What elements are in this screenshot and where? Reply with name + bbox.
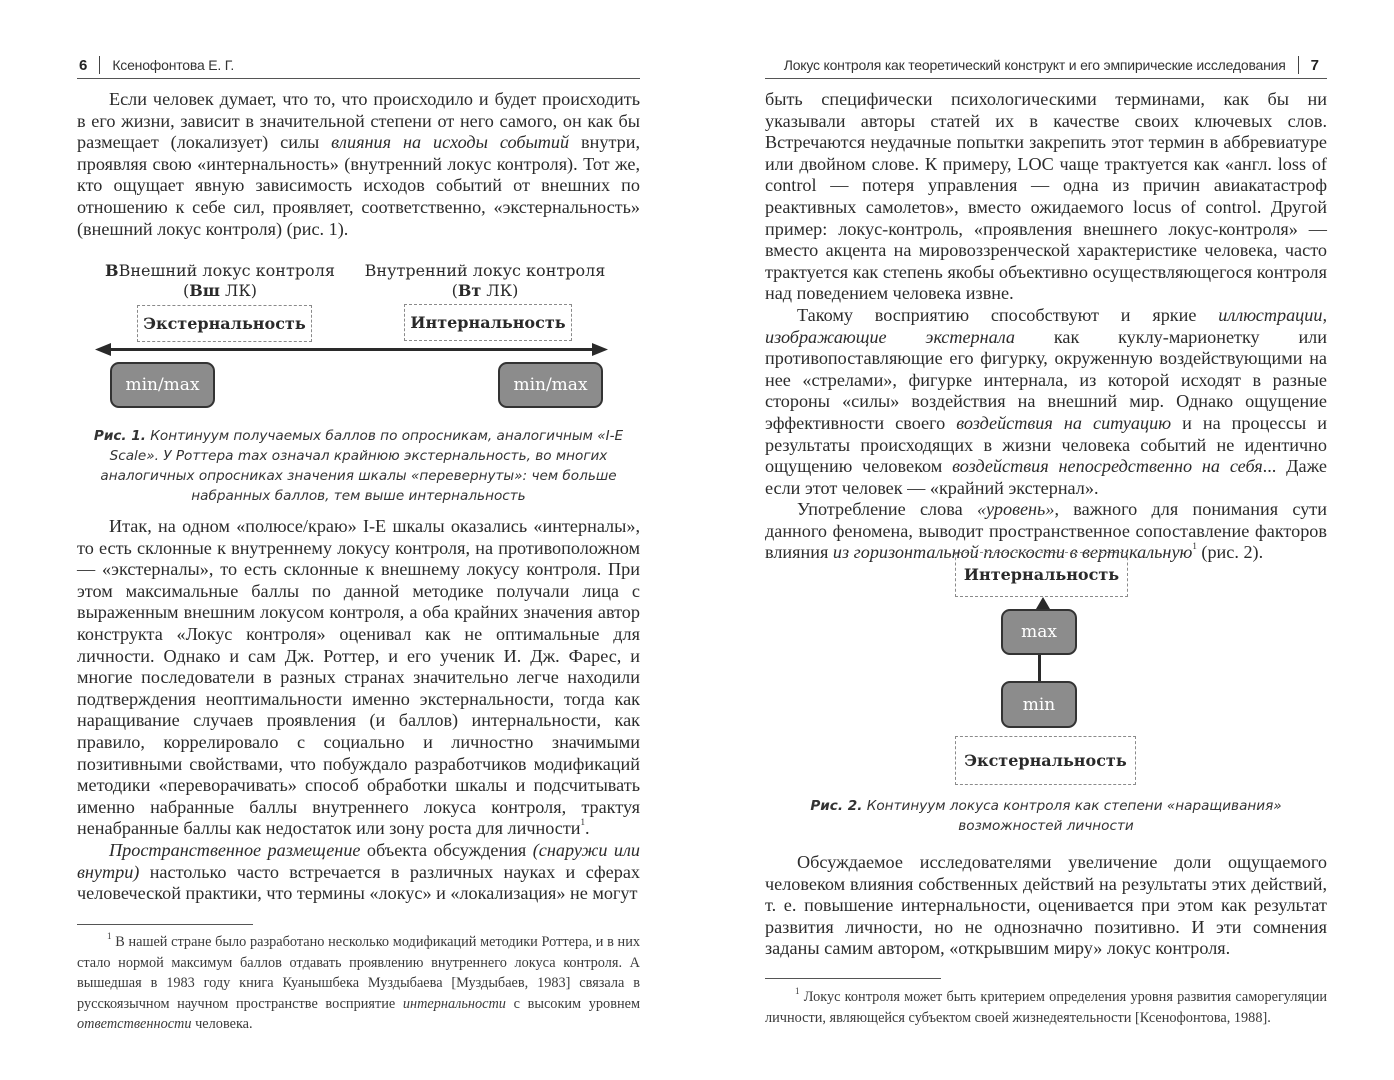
figure-2 bbox=[697, 0, 1394, 840]
footnote-right bbox=[765, 987, 1327, 1028]
footnote-marker: 1 bbox=[795, 986, 800, 996]
fig1-right-heading bbox=[355, 261, 615, 301]
text-run: Употребление слова bbox=[797, 499, 977, 520]
italic-run: воздействия непосредственно на себя bbox=[952, 456, 1263, 477]
text-run: внутри, проявляя свою «интернальность» (внутренний локус контроля). Тот же, кто ощущает явную зависимость исходов событий от внешних по отношению к себе сил, проявляет, соответственно, «экстернальность» (внешний локус контроля) (рис. 1). bbox=[77, 132, 640, 239]
italic-run: воздействия на ситуацию bbox=[956, 412, 1172, 433]
fig2-connector-line bbox=[1038, 655, 1041, 681]
fig1-left-abbr: Вш bbox=[189, 281, 220, 300]
text-run: Если человек думает, что то, что происходило и будет происходить в его жизни, зависит в значительной степени от него самого, он как бы размещает (локализует) силы bbox=[77, 89, 640, 153]
text-run: ... Даже если этот человек — «крайний экстернал». bbox=[765, 456, 1327, 498]
fig2-internality-box: Интернальность bbox=[955, 552, 1128, 597]
page-number: 6 bbox=[79, 56, 88, 74]
footnote-left bbox=[77, 932, 640, 1035]
paragraph-internality-growth bbox=[765, 852, 1327, 960]
italic-run: Пространственное размещение bbox=[109, 839, 361, 860]
caption-text: Континуум локуса контроля как степени «наращивания» возможностей личности bbox=[862, 798, 1282, 834]
fig1-right-pill: min/max bbox=[498, 362, 603, 408]
caption-text: Континуум получаемых баллов по опросникам, аналогичным «I-E Scale». У Роттера max означал крайнюю экстернальность, во многих аналогичных опросниках значения шкалы «перевернуты»: чем больше набранных баллов, тем выше интернальность bbox=[100, 428, 624, 504]
text-run: Обсуждаемое исследователями увеличение доли ощущаемого человеком влияния собственных действий на результаты этих действий, т. е. повышение интернальности, оценивается при этом как результат развития личности, но не однозначно позитивно. И эти сомнения заданы самим автором, «открывшим миру» локус контроля. bbox=[765, 852, 1327, 959]
footnote-ref[interactable]: 1 bbox=[1192, 541, 1197, 552]
abbr-rest: ЛК) bbox=[219, 281, 258, 300]
fig1-axis-line bbox=[104, 348, 598, 351]
text-run: , важного для понимания сути данного феномена, выводит пространственное сопоставление факторов влияния bbox=[765, 499, 1327, 563]
running-head-author: Ксенофонтова Е. Г. bbox=[112, 57, 235, 73]
italic-run: влияния на исходы событий bbox=[331, 132, 570, 153]
italic-run: «уровень» bbox=[976, 499, 1055, 520]
right-page bbox=[697, 0, 1394, 1080]
text-run: человека. bbox=[191, 1016, 253, 1032]
fig1-right-abbr: Вт bbox=[457, 281, 482, 300]
fig1-left-heading-text: Внешний локус контроля bbox=[118, 261, 335, 280]
fig1-left-heading: ВВнешний локус контроля (Вш ЛК) bbox=[105, 261, 335, 300]
text-run: с высоким уровнем bbox=[505, 995, 640, 1012]
fig1-caption bbox=[77, 426, 640, 506]
paren: ( bbox=[451, 281, 458, 300]
text-run: как куклу-марионетку или противопоставляющие его фигурку, окруженную воздействующими на нее «стрелами», фигурке интернала, из которой исходят в разные стороны «силы» воздействия на внешний мир. Однако ощущение эффективности своего bbox=[765, 326, 1327, 433]
fig1-internality-box: Интернальность bbox=[404, 304, 572, 341]
italic-run: из горизонтальной плоскости в вертикальную bbox=[832, 542, 1193, 563]
italic-run: иллюстрации, изображающие экстернала bbox=[765, 304, 1327, 347]
text-run: Локус контроля может быть критерием определения уровня развития саморегуляции личности, являющейся субъектом своей жизнедеятельности [Ксенофонтова, 1988]. bbox=[765, 989, 1327, 1026]
fig1-right-heading-text: Внутренний локус контроля bbox=[364, 261, 606, 280]
text-run: Итак, на одном «полюсе/краю» I-E шкалы оказались «интерналы», то есть склонные к внутреннему локусу контроля, на противоположном — «экстерналы», то есть склонные к внешнему локусу контроля. При этом максимальные баллы по данной методике получали лица с выраженным внешним локусом контроля, а оба крайних значения автор конструкта «Локус контроля» оценивал как не оптимальные для личности. Однако и сам Дж. Роттер, и его ученик И. Дж. Фарес, и многие последователи в разных странах значительно легче находили подтверждения неоптимальности именно экстернальности, тогда как наращивание случаев проявления (и баллов) интернальности, как правило, коррелировало с социально и личностно значимыми позитивными свойствами, что побуждало разработчиков модификаций методики «переворачивать» способ обработки шкалы и подсчитывать именно набранные баллы внутреннего локуса контроля, трактуя ненабранные баллы как недостаток или зону роста для личности bbox=[77, 516, 640, 839]
text-run: (рис. 2). bbox=[1196, 542, 1264, 563]
arrow-left-icon bbox=[95, 342, 111, 357]
fig2-max-pill: max bbox=[1001, 609, 1077, 655]
footnote-rule bbox=[765, 978, 941, 979]
italic-run: интернальности bbox=[402, 995, 506, 1012]
italic-run: (снаружи или внутри) bbox=[77, 839, 640, 882]
page-number: 7 bbox=[1310, 56, 1319, 74]
arrow-right-icon bbox=[592, 342, 608, 357]
caption-label: Рис. 1. bbox=[93, 428, 146, 444]
fig2-min-pill: min bbox=[1001, 681, 1077, 728]
text-run: быть специфически психологическими терминами, как бы ни указывали авторы статей их в качестве своих ключевых слов. Встречаются неудачные попытки закрепить этот термин в аббревиатуре или двойном слове. К примеру, LOC чаще трактуется как «англ. loss of control — потеря управления — одна из причин авиакатастроф реактивных самолетов», вместо ожидаемого locus of control. Другой пример: локус-контроль, «проявления внешнего локус-контроля» — вместо акцента на мировоззренческой характеристике человека, часто трактуется как степень якобы объективно осуществляющегося контроля над поведением человека извне. bbox=[765, 89, 1327, 304]
text-run: объекта обсуждения bbox=[360, 839, 533, 860]
abbr-rest: ЛК) bbox=[481, 281, 519, 300]
running-head-chapter: Локус контроля как теоретический конструкт и его эмпирические исследования bbox=[783, 57, 1286, 73]
text-run: настолько часто встречается в различных науках и сферах человеческой практики, что термины «локус» и «локализация» не могут bbox=[77, 861, 640, 904]
fig2-externality-box: Экстернальность bbox=[955, 736, 1136, 785]
text-run: В нашей стране было разработано несколько модификаций методики Роттера, и в них стало нормой максимум баллов отдавать проявлению внутреннего локуса контроля. А вышедшая в 1983 году книга Куанышбека Муздыбаева [Муздыбаев, 1983] связала в русскоязычном научном пространстве восприятие bbox=[77, 934, 640, 1012]
paren: ( bbox=[182, 281, 190, 300]
fig1-externality-box: Экстернальность bbox=[137, 305, 312, 342]
text-run: . bbox=[585, 818, 590, 839]
text-run: Такому восприятию способствуют и яркие bbox=[797, 304, 1219, 325]
footnote-ref[interactable]: 1 bbox=[580, 817, 586, 828]
footnote-marker: 1 bbox=[107, 931, 112, 941]
italic-run: ответственности bbox=[77, 1016, 192, 1032]
arrow-up-icon bbox=[1036, 597, 1050, 609]
fig1-left-pill: min/max bbox=[110, 362, 215, 408]
text-run: и на процессы и результаты происходящих в жизни человека событий не идентично ощущению человеком bbox=[765, 412, 1327, 477]
caption-label: Рис. 2. bbox=[810, 798, 863, 814]
paragraph-ie-scale bbox=[77, 516, 640, 905]
footnote-rule bbox=[77, 924, 253, 925]
fig2-caption bbox=[765, 796, 1327, 836]
